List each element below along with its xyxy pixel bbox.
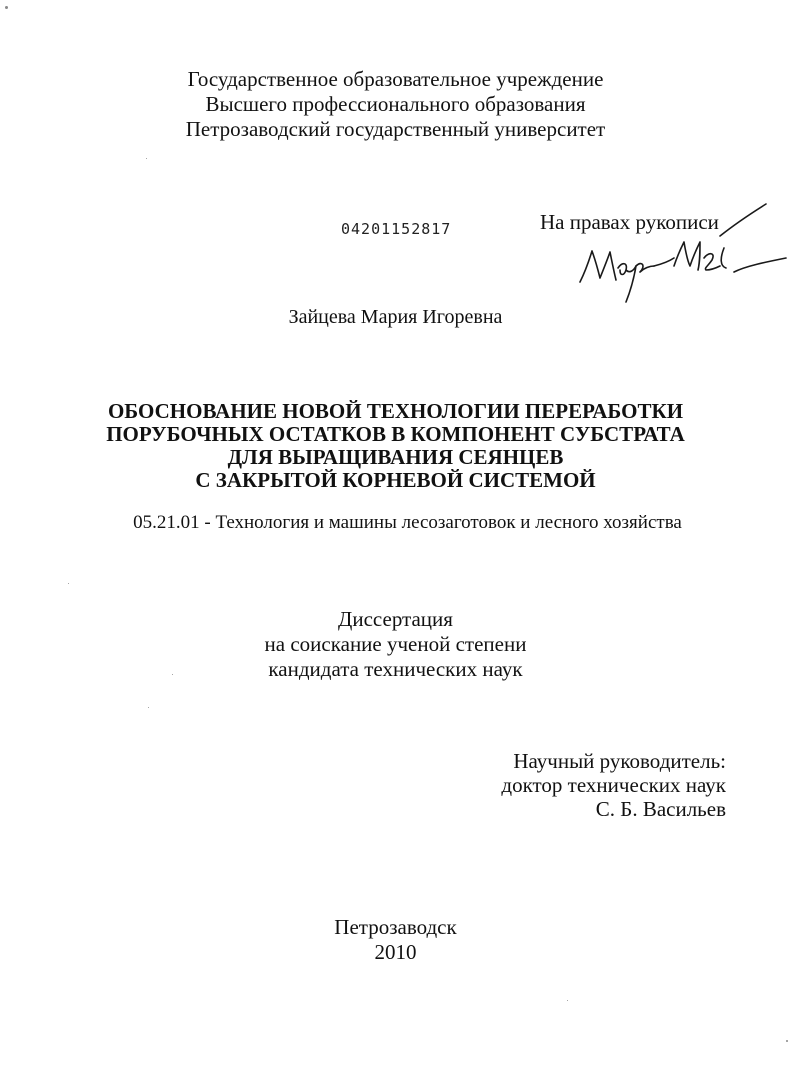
supervisor-block <box>440 749 726 821</box>
scan-speck <box>148 707 149 708</box>
scan-speck <box>172 674 173 675</box>
scan-speck <box>786 1040 788 1042</box>
title-line-2: ПОРУБОЧНЫХ ОСТАТКОВ В КОМПОНЕНТ СУБСТРАТА <box>106 422 685 446</box>
footer-city: Петрозаводск <box>334 915 457 939</box>
specialty-code: 05.21.01 - Технология и машины лесозаготовок и лесного хозяйства <box>133 512 682 533</box>
supervisor-name: С. Б. Васильев <box>595 797 726 821</box>
title-line-3: ДЛЯ ВЫРАЩИВАНИЯ СЕЯНЦЕВ <box>227 445 564 469</box>
institution-line-3: Петрозаводский государственный университет <box>185 117 606 141</box>
footer-year: 2010 <box>374 940 417 964</box>
author-name: Зайцева Мария Игоревна <box>288 306 503 328</box>
rights-note: На правах рукописи <box>540 210 719 234</box>
dissertation-line-3: кандидата технических наук <box>268 657 523 681</box>
scan-speck <box>68 583 69 584</box>
institution-line-2: Высшего профессионального образования <box>205 92 586 116</box>
handwritten-signature-icon <box>570 196 790 311</box>
scan-speck <box>567 1000 568 1001</box>
title-line-1: ОБОСНОВАНИЕ НОВОЙ ТЕХНОЛОГИИ ПЕРЕРАБОТКИ <box>107 399 684 423</box>
document-number: 04201152817 <box>341 220 452 238</box>
institution-line-1: Государственное образовательное учреждение <box>187 67 604 91</box>
supervisor-degree: доктор технических наук <box>501 773 726 797</box>
scan-speck <box>5 6 8 9</box>
title-line-4: С ЗАКРЫТОЙ КОРНЕВОЙ СИСТЕМОЙ <box>195 468 596 492</box>
scan-speck <box>146 158 147 159</box>
dissertation-line-2: на соискание ученой степени <box>264 632 527 656</box>
dissertation-line-1: Диссертация <box>338 607 453 631</box>
supervisor-label: Научный руководитель: <box>513 749 726 773</box>
